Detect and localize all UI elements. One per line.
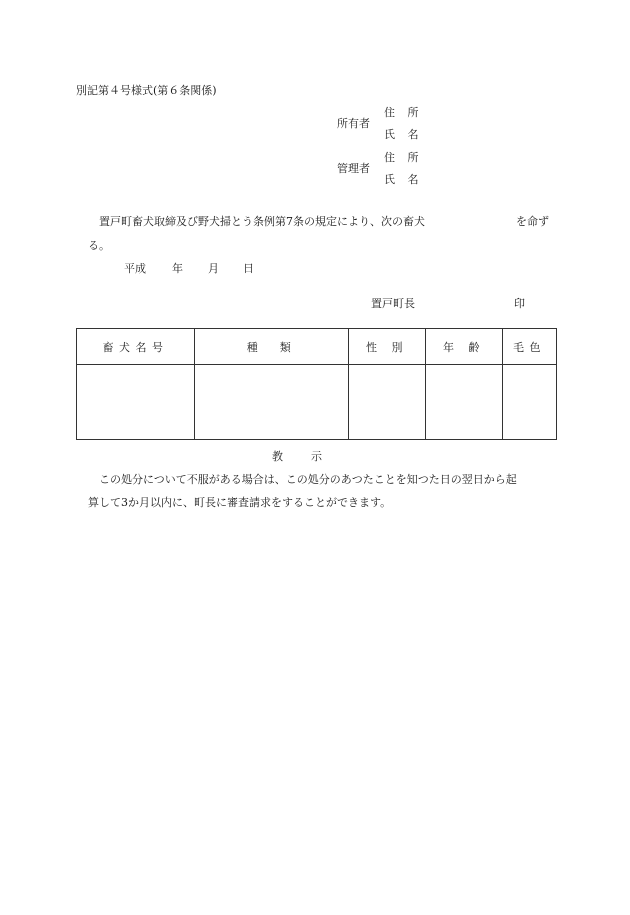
cell-sex <box>349 365 426 440</box>
date-month: 月 <box>208 262 219 275</box>
notice-line-2: 算して3か月以内に、町長に審査請求をすることができます。 <box>88 496 392 509</box>
date-era: 平成 <box>124 262 146 275</box>
body-line-1-tail: を命ず <box>516 215 549 228</box>
owner-address-label: 住 所 <box>384 106 419 119</box>
dog-info-table <box>76 328 557 440</box>
cell-dog-name <box>77 365 195 440</box>
header-dog-name: 畜犬名号 <box>77 329 195 365</box>
date-year: 年 <box>172 262 183 275</box>
header-breed: 種 類 <box>195 329 349 365</box>
manager-address-label: 住 所 <box>384 151 419 164</box>
seal-mark: 印 <box>514 297 525 310</box>
notice-line-1: この処分について不服がある場合は、この処分のあつたことを知つた日の翌日から起 <box>99 473 517 486</box>
manager-label: 管理者 <box>337 162 370 175</box>
header-age: 年 齢 <box>426 329 503 365</box>
table-row <box>77 365 557 440</box>
form-header: 別記第４号様式(第６条関係) <box>76 84 217 97</box>
owner-label: 所有者 <box>337 117 370 130</box>
date-day: 日 <box>243 262 254 275</box>
owner-name-label: 氏 名 <box>384 128 419 141</box>
cell-breed <box>195 365 349 440</box>
table-header-row <box>77 329 557 365</box>
manager-name-label: 氏 名 <box>384 173 419 186</box>
body-line-2: る。 <box>88 239 110 252</box>
header-coat-color: 毛色 <box>503 329 557 365</box>
cell-coat-color <box>503 365 557 440</box>
header-sex: 性 別 <box>349 329 426 365</box>
body-line-1: 置戸町畜犬取締及び野犬掃とう条例第7条の規定により、次の畜犬 <box>99 215 425 228</box>
issuer-title: 置戸町長 <box>371 297 415 310</box>
cell-age <box>426 365 503 440</box>
notice-title: 教 示 <box>272 450 324 463</box>
